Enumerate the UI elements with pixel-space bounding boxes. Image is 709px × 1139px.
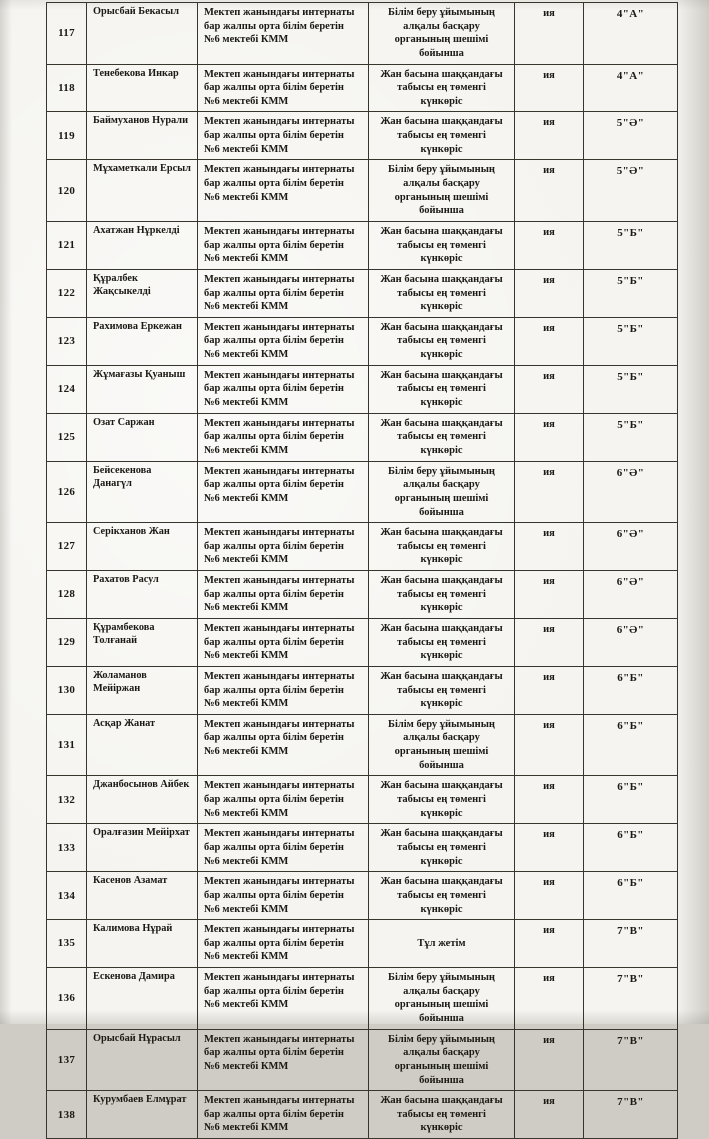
table-row [47,776,678,824]
confirmation-cell: ия [515,571,584,619]
grade-cell: 5"Ә" [584,160,678,222]
student-name-cell: Тенебекова Инкар [87,64,198,112]
table-row [47,1029,678,1091]
table-row [47,666,678,714]
reason-cell: Білім беру ұйымының алқалы басқару органының шешімі бойынша [369,968,515,1030]
confirmation-cell: ия [515,3,584,65]
grade-cell: 6"Б" [584,714,678,776]
confirmation-cell: ия [515,618,584,666]
confirmation-cell: ия [515,920,584,968]
student-name-cell: Орысбай Нұрасыл [87,1029,198,1091]
table-body [47,3,678,1139]
grade-cell: 6"Б" [584,666,678,714]
grade-cell: 6"Ә" [584,461,678,523]
table-row [47,523,678,571]
school-cell: Мектеп жанындағы интернаты бар жалпы орта білім беретін №6 мектебі КММ [198,666,369,714]
school-cell: Мектеп жанындағы интернаты бар жалпы орта білім беретін №6 мектебі КММ [198,824,369,872]
school-cell: Мектеп жанындағы интернаты бар жалпы орта білім беретін №6 мектебі КММ [198,1091,369,1139]
reason-cell: Жан басына шаққандағы табысы ең төменгі күнкөріс [369,413,515,461]
student-name-cell: Жұмағазы Қуаныш [87,365,198,413]
row-number-cell: 130 [47,666,87,714]
row-number-cell: 120 [47,160,87,222]
grade-cell: 7"В" [584,920,678,968]
confirmation-cell: ия [515,461,584,523]
grade-cell: 4"А" [584,3,678,65]
grade-cell: 7"В" [584,968,678,1030]
grade-cell: 6"Ә" [584,571,678,619]
reason-cell: Жан басына шаққандағы табысы ең төменгі күнкөріс [369,571,515,619]
table-row [47,3,678,65]
school-cell: Мектеп жанындағы интернаты бар жалпы орта білім беретін №6 мектебі КММ [198,872,369,920]
row-number-cell: 124 [47,365,87,413]
school-cell: Мектеп жанындағы интернаты бар жалпы орта білім беретін №6 мектебі КММ [198,413,369,461]
row-number-cell: 125 [47,413,87,461]
row-number-cell: 137 [47,1029,87,1091]
reason-cell: Жан басына шаққандағы табысы ең төменгі күнкөріс [369,269,515,317]
confirmation-cell: ия [515,365,584,413]
table-row [47,824,678,872]
confirmation-cell: ия [515,968,584,1030]
school-cell: Мектеп жанындағы интернаты бар жалпы орта білім беретін №6 мектебі КММ [198,160,369,222]
row-number-cell: 126 [47,461,87,523]
row-number-cell: 131 [47,714,87,776]
confirmation-cell: ия [515,269,584,317]
table-row [47,221,678,269]
table-row [47,112,678,160]
reason-cell: Білім беру ұйымының алқалы басқару органының шешімі бойынша [369,714,515,776]
school-cell: Мектеп жанындағы интернаты бар жалпы орта білім беретін №6 мектебі КММ [198,714,369,776]
table-row [47,317,678,365]
grade-cell: 4"А" [584,64,678,112]
school-cell: Мектеп жанындағы интернаты бар жалпы орта білім беретін №6 мектебі КММ [198,64,369,112]
student-benefit-table [46,2,678,1139]
row-number-cell: 117 [47,3,87,65]
student-name-cell: Касенов Азамат [87,872,198,920]
reason-cell: Білім беру ұйымының алқалы басқару органының шешімі бойынша [369,3,515,65]
reason-cell: Білім беру ұйымының алқалы басқару органының шешімі бойынша [369,461,515,523]
grade-cell: 7"В" [584,1091,678,1139]
confirmation-cell: ия [515,317,584,365]
reason-cell: Жан басына шаққандағы табысы ең төменгі күнкөріс [369,64,515,112]
row-number-cell: 118 [47,64,87,112]
row-number-cell: 134 [47,872,87,920]
school-cell: Мектеп жанындағы интернаты бар жалпы орта білім беретін №6 мектебі КММ [198,1029,369,1091]
table-row [47,413,678,461]
school-cell: Мектеп жанындағы интернаты бар жалпы орта білім беретін №6 мектебі КММ [198,365,369,413]
confirmation-cell: ия [515,1091,584,1139]
reason-cell: Жан басына шаққандағы табысы ең төменгі күнкөріс [369,776,515,824]
confirmation-cell: ия [515,666,584,714]
row-number-cell: 132 [47,776,87,824]
row-number-cell: 138 [47,1091,87,1139]
student-name-cell: Калимова Нұрай [87,920,198,968]
student-name-cell: Баймуханов Нурали [87,112,198,160]
grade-cell: 6"Б" [584,776,678,824]
grade-cell: 6"Ә" [584,523,678,571]
confirmation-cell: ия [515,160,584,222]
student-name-cell: Рахимова Еркежан [87,317,198,365]
grade-cell: 6"Б" [584,872,678,920]
reason-cell: Жан басына шаққандағы табысы ең төменгі күнкөріс [369,1091,515,1139]
student-name-cell: Ескенова Дамира [87,968,198,1030]
grade-cell: 5"Б" [584,221,678,269]
reason-cell: Білім беру ұйымының алқалы басқару органының шешімі бойынша [369,1029,515,1091]
reason-cell: Жан басына шаққандағы табысы ең төменгі күнкөріс [369,523,515,571]
student-name-cell: Оралғазин Мейірхат [87,824,198,872]
grade-cell: 5"Ә" [584,112,678,160]
school-cell: Мектеп жанындағы интернаты бар жалпы орта білім беретін №6 мектебі КММ [198,968,369,1030]
student-name-cell: Жоламанов Мейіржан [87,666,198,714]
reason-cell: Жан басына шаққандағы табысы ең төменгі күнкөріс [369,666,515,714]
reason-cell: Жан басына шаққандағы табысы ең төменгі күнкөріс [369,872,515,920]
school-cell: Мектеп жанындағы интернаты бар жалпы орта білім беретін №6 мектебі КММ [198,317,369,365]
table-row [47,618,678,666]
grade-cell: 5"Б" [584,269,678,317]
student-name-cell: Серікханов Жан [87,523,198,571]
table-row [47,714,678,776]
row-number-cell: 136 [47,968,87,1030]
confirmation-cell: ия [515,776,584,824]
school-cell: Мектеп жанындағы интернаты бар жалпы орта білім беретін №6 мектебі КММ [198,618,369,666]
student-name-cell: Рахатов Расул [87,571,198,619]
confirmation-cell: ия [515,824,584,872]
student-name-cell: Асқар Жанат [87,714,198,776]
reason-cell: Жан басына шаққандағы табысы ең төменгі күнкөріс [369,221,515,269]
confirmation-cell: ия [515,112,584,160]
student-name-cell: Озат Саржан [87,413,198,461]
school-cell: Мектеп жанындағы интернаты бар жалпы орта білім беретін №6 мектебі КММ [198,112,369,160]
table-row [47,1091,678,1139]
school-cell: Мектеп жанындағы интернаты бар жалпы орта білім беретін №6 мектебі КММ [198,461,369,523]
table-row [47,920,678,968]
school-cell: Мектеп жанындағы интернаты бар жалпы орта білім беретін №6 мектебі КММ [198,776,369,824]
grade-cell: 6"Ә" [584,618,678,666]
confirmation-cell: ия [515,872,584,920]
confirmation-cell: ия [515,714,584,776]
confirmation-cell: ия [515,221,584,269]
confirmation-cell: ия [515,64,584,112]
grade-cell: 5"Б" [584,365,678,413]
reason-cell: Жан басына шаққандағы табысы ең төменгі күнкөріс [369,365,515,413]
confirmation-cell: ия [515,523,584,571]
reason-cell: Білім беру ұйымының алқалы басқару органының шешімі бойынша [369,160,515,222]
table-row [47,968,678,1030]
table-row [47,571,678,619]
student-name-cell: Бейсекенова Данагүл [87,461,198,523]
school-cell: Мектеп жанындағы интернаты бар жалпы орта білім беретін №6 мектебі КММ [198,269,369,317]
student-name-cell: Мұхаметкали Ерсыл [87,160,198,222]
table-row [47,160,678,222]
student-name-cell: Курумбаев Елмұрат [87,1091,198,1139]
school-cell: Мектеп жанындағы интернаты бар жалпы орта білім беретін №6 мектебі КММ [198,920,369,968]
row-number-cell: 135 [47,920,87,968]
grade-cell: 5"Б" [584,317,678,365]
student-name-cell: Джанбосынов Айбек [87,776,198,824]
reason-cell: Жан басына шаққандағы табысы ең төменгі күнкөріс [369,618,515,666]
school-cell: Мектеп жанындағы интернаты бар жалпы орта білім беретін №6 мектебі КММ [198,3,369,65]
grade-cell: 7"В" [584,1029,678,1091]
confirmation-cell: ия [515,413,584,461]
confirmation-cell: ия [515,1029,584,1091]
row-number-cell: 127 [47,523,87,571]
table-row [47,365,678,413]
reason-cell: Жан басына шаққандағы табысы ең төменгі күнкөріс [369,112,515,160]
table-row [47,269,678,317]
row-number-cell: 129 [47,618,87,666]
table-row [47,461,678,523]
table-row [47,64,678,112]
student-name-cell: Құралбек Жақсыкелді [87,269,198,317]
row-number-cell: 128 [47,571,87,619]
grade-cell: 6"Б" [584,824,678,872]
row-number-cell: 119 [47,112,87,160]
row-number-cell: 121 [47,221,87,269]
school-cell: Мектеп жанындағы интернаты бар жалпы орта білім беретін №6 мектебі КММ [198,523,369,571]
student-name-cell: Ахатжан Нұркелді [87,221,198,269]
school-cell: Мектеп жанындағы интернаты бар жалпы орта білім беретін №6 мектебі КММ [198,221,369,269]
grade-cell: 5"Б" [584,413,678,461]
table-row [47,872,678,920]
student-name-cell: Құрамбекова Толғанай [87,618,198,666]
row-number-cell: 122 [47,269,87,317]
row-number-cell: 123 [47,317,87,365]
reason-cell: Тұл жетім [369,920,515,968]
reason-cell: Жан басына шаққандағы табысы ең төменгі күнкөріс [369,824,515,872]
row-number-cell: 133 [47,824,87,872]
school-cell: Мектеп жанындағы интернаты бар жалпы орта білім беретін №6 мектебі КММ [198,571,369,619]
reason-cell: Жан басына шаққандағы табысы ең төменгі күнкөріс [369,317,515,365]
student-name-cell: Орысбай Бекасыл [87,3,198,65]
